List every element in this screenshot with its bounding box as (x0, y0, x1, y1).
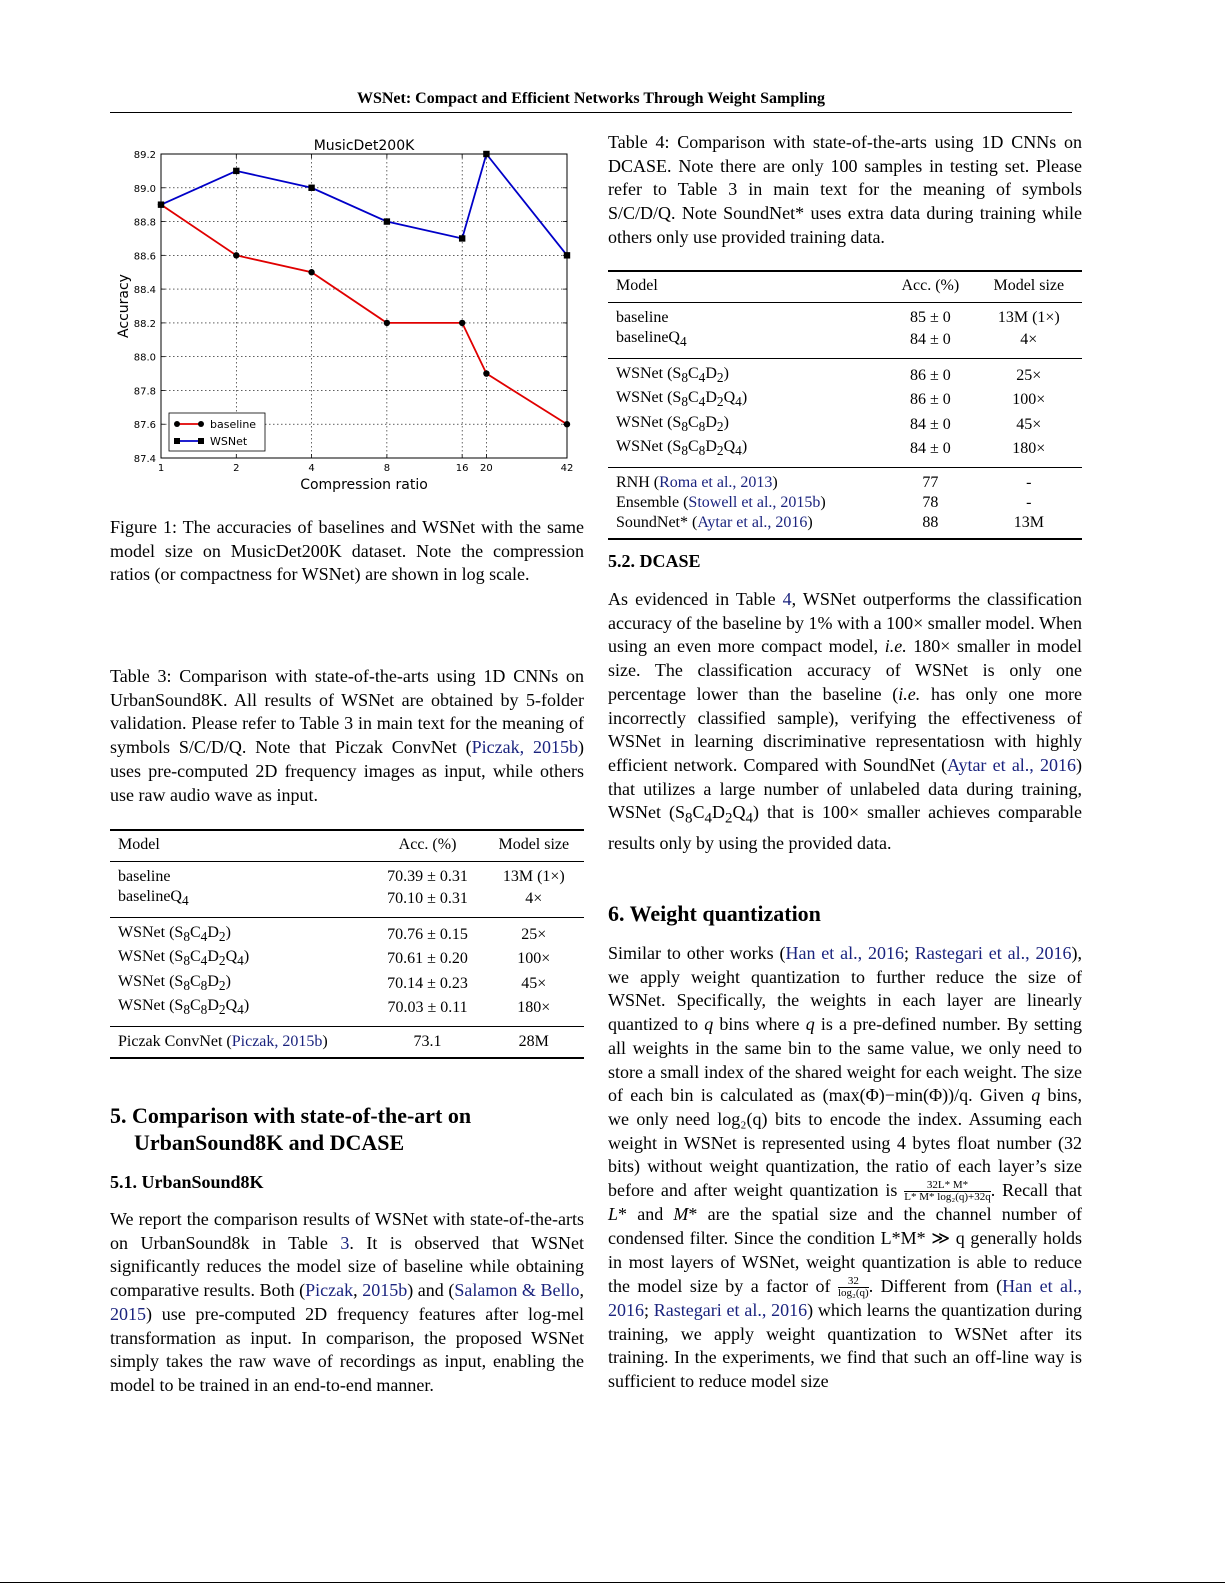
cell-model: WSNet $(S_8C_8D_2)$ (118, 972, 231, 993)
section-5-2-title: 5.2. DCASE (608, 551, 701, 571)
figure-caption-text: Figure 1: The accuracies of baselines and WSNet with the same model size on MusicDet200K dataset. Note the compression ratios (or compactness for WSNet) are shown in log scale. (110, 517, 584, 585)
cell-size: 45× (521, 974, 547, 992)
citation-aytar[interactable]: Aytar et al., 2016 (697, 513, 808, 531)
data-point-baseline (384, 320, 390, 326)
data-point-wsnet (158, 201, 164, 207)
y-tick-label: 89.2 (133, 150, 156, 161)
table-row (110, 918, 584, 948)
section-5-2-heading (608, 550, 1082, 574)
section-6-heading (608, 900, 1082, 927)
cell-acc: 70.61 ± 0.20 (387, 950, 468, 968)
section-6-body: Similar to other works (Han et al., 2016; Rastegari et al., 2016), we apply weight quantization to further reduce the size of WSNet. Specifically, the weights in each layer are linearly quantized to q bins where q is a pre-defined number. By setting all weights in the same bin to the same value, we only need to store a small index of the shared weight for each weight. The size of each bin is calculated as (max(Φ)−min(Φ))/q. Given q bins, we only need log₂(q) bits to encode the index. Assuming each weight in WSNet is represented using 4 bytes float number (32 bits) without weight quantization, the ratio of each layer’s size before and after weight quantization is $\frac{32L* M*}{\text{L* M* log₂(q)+32q}}$ . Recall that L* and M* are the spatial size and the channel number of condensed filter. Since the condition L*M* ≫ q generally holds in most layers of WSNet, weight quantization is able to reduce the model size by a factor of $\frac{32}{\text{log₂(q)}}$ . Different from (Han et al., 2016; Rastegari et al., 2016) which learns the quantization during training, we apply weight quantization to WSNet after its training. In the experiments, we find that such an off-line way is sufficient to reduce model size (608, 943, 1083, 1391)
section-5-1-body: We report the comparison results of WSNet with state-of-the-arts on UrbanSound8k in Table 3. It is observed that WSNet significantly reduces the model size of baseline while obtaining comparative results. Both (Piczak, 2015b) and (Salamon & Bello, 2015) use pre-computed 2D frequency features after log-mel transformation as input. In comparison, the proposed WSNet simply takes the raw wave of recordings as input, enabling the model to be trained in an end-to-end manner. (110, 1209, 584, 1395)
cell-model: RNH (Roma et al., 2013) (616, 473, 778, 491)
legend-marker (198, 421, 204, 427)
cell-size: 100× (517, 950, 551, 968)
cell-size: 13M (1×) (997, 309, 1060, 326)
table-row (608, 328, 1082, 359)
cell-acc: 78 (922, 493, 939, 511)
y-tick-label: 88.6 (133, 251, 156, 263)
cell-model: WSNet $(S_8C_4D_2)$ (616, 365, 729, 386)
citation-stowell[interactable]: Stowell et al., 2015b (688, 493, 821, 511)
formula-bin-size: (max(Φ)−min(Φ))/q (822, 1085, 969, 1106)
x-tick-label: 42 (560, 463, 574, 474)
x-tick-label: 4 (308, 463, 315, 474)
table-row (608, 388, 1082, 412)
data-point-baseline (564, 421, 570, 427)
table-row (110, 947, 584, 971)
data-point-wsnet (564, 252, 570, 258)
cell-acc: 84 ± 0 (909, 331, 951, 349)
musicdet-chart (110, 133, 584, 503)
x-tick-label: 8 (383, 463, 391, 474)
table-4-caption (608, 131, 1082, 250)
citation-han[interactable]: Han et al., 2016 (785, 943, 905, 963)
table-row (608, 513, 1082, 539)
cell-model: baseline (616, 309, 669, 326)
plot-frame (161, 154, 567, 458)
cell-size: 180× (517, 998, 551, 1016)
y-tick-label: 87.8 (133, 386, 156, 398)
table-row (110, 862, 584, 888)
data-point-wsnet (483, 151, 489, 157)
data-point-wsnet (459, 235, 465, 241)
section-5-1-title: 5.1. UrbanSound8K (110, 1172, 264, 1192)
cell-acc: 70.03 ± 0.11 (387, 998, 468, 1016)
data-point-wsnet (384, 218, 390, 224)
x-tick-label: 20 (480, 463, 493, 474)
cell-model: WSNet $(S_8C_8D_2Q_4)$ (616, 437, 748, 458)
table-row (110, 996, 584, 1027)
cell-acc: 84 ± 0 (909, 415, 951, 433)
section-5-heading (110, 1102, 584, 1156)
col-header-size: Model size (498, 836, 570, 853)
cell-size: 25× (521, 926, 547, 944)
x-axis-label: Compression ratio (300, 477, 428, 493)
cell-acc: 86 ± 0 (909, 367, 951, 385)
y-tick-label: 87.6 (133, 420, 156, 432)
y-tick-label: 88.8 (133, 217, 156, 229)
cell-size: 100× (1012, 391, 1046, 409)
running-head: WSNet: Compact and Efficient Networks Through Weight Sampling (356, 90, 826, 107)
col-header-acc: Acc. (%) (901, 277, 960, 294)
cell-size: 4× (1020, 331, 1038, 349)
cell-acc: 70.39 ± 0.31 (387, 868, 468, 885)
x-tick-label: 2 (233, 463, 240, 474)
cell-size: - (1026, 473, 1032, 491)
y-tick-label: 89.0 (133, 183, 156, 195)
col-header-model: Model (616, 277, 658, 294)
cell-acc: 84 ± 0 (909, 439, 951, 457)
section-5-1-heading (110, 1171, 584, 1195)
cell-size: - (1026, 493, 1032, 511)
section-5-title: 5. Comparison with state-of-the-art on (110, 1103, 472, 1128)
formula-condition: L*M* ≫ q (880, 1228, 965, 1249)
table-4-grid (608, 270, 1082, 540)
cell-model: WSNet $(S_8C_4D_2Q_4)$ (118, 948, 250, 969)
cell-size: 25× (1016, 367, 1042, 385)
table-4 (608, 270, 1082, 540)
y-axis-label: Accuracy (116, 274, 132, 338)
table-row (110, 1026, 584, 1058)
citation-salamon[interactable]: Salamon & Bello (454, 1280, 580, 1301)
y-tick-label: 88.0 (133, 352, 156, 364)
table3-caption-post: ) uses pre-computed 2D frequency images as input, while others use raw audio wave as input. (110, 737, 584, 805)
cell-model: WSNet $(S_8C_4D_2Q_4)$ (616, 389, 748, 410)
cell-acc: 77 (922, 473, 939, 491)
table-row (110, 972, 584, 996)
cell-model: baselineQ$_4$ (616, 329, 687, 350)
cell-model: Ensemble (Stowell et al., 2015b) (616, 493, 826, 511)
cell-acc: 70.76 ± 0.15 (387, 926, 468, 944)
formula-factor: $\frac{32}{\text{log₂(q)}}$ (838, 1274, 869, 1299)
cell-acc: 70.14 ± 0.23 (387, 974, 468, 992)
cell-size: 13M (1×) (502, 868, 565, 885)
citation-aytar[interactable]: Aytar et al., 2016 (947, 754, 1077, 775)
cell-model: baselineQ$_4$ (118, 888, 189, 909)
formula-log: log₂(q) (717, 1108, 768, 1129)
col-header-size: Model size (993, 277, 1065, 294)
x-tick-label: 1 (157, 463, 165, 474)
table3-caption-pre: Table 3: Comparison with state-of-the-arts using 1D CNNs on UrbanSound8K. All results of WSNet are obtained by 5-folder validation. Please refer to Table 3 in main text for the meaning of symbols S/C/D/Q. Note that Piczak ConvNet ( (110, 666, 584, 758)
cell-size: 28M (484, 1026, 584, 1058)
citation-rastegari[interactable]: Rastegari et al., 2016 (653, 1299, 808, 1320)
table-ref-3[interactable]: 3 (340, 1232, 350, 1253)
cell-model: SoundNet* (Aytar et al., 2016) (608, 513, 885, 539)
y-tick-label: 87.4 (133, 454, 156, 465)
cell-size: 13M (976, 513, 1082, 539)
col-header-acc: Acc. (%) (398, 836, 457, 853)
series-line-baseline (161, 205, 567, 425)
cell-model: WSNet $(S_8C_4D_2)$ (118, 924, 231, 945)
cell-size: 45× (1016, 415, 1042, 433)
data-point-baseline (483, 370, 489, 376)
table-row (608, 413, 1082, 437)
table4-caption-text: Table 4: Comparison with state-of-the-arts using 1D CNNs on DCASE. Note there are only 100 samples in testing set. Please refer to Table 3 in main text for the meaning of symbols S/C/D/Q. Note SoundNet* uses extra data during training while others only use provided training data. (608, 132, 1082, 247)
table-ref-4[interactable]: 4 (782, 589, 792, 609)
subscript: 4 (181, 893, 189, 909)
table-3 (110, 829, 584, 1059)
data-point-wsnet (233, 168, 239, 174)
cell-acc: 85 ± 0 (909, 309, 951, 326)
header-rule (110, 112, 1072, 113)
section-5-title-cont: UrbanSound8K and DCASE (134, 1130, 405, 1155)
citation-piczak[interactable]: Piczak (305, 1280, 354, 1301)
table-row (608, 493, 1082, 513)
citation-piczak[interactable]: Piczak, 2015b (471, 737, 578, 758)
data-point-baseline (233, 252, 239, 258)
cell-acc: 70.10 ± 0.31 (387, 890, 468, 908)
legend-marker (198, 438, 204, 444)
chart-title: MusicDet200K (313, 138, 415, 154)
cell-acc: 73.1 (371, 1026, 483, 1058)
cell-model: WSNet $(S_8C_8D_2Q_4)$ (118, 996, 250, 1017)
citation-salamon-year[interactable]: 2015 (110, 1303, 146, 1324)
section-5-2-body: As evidenced in Table 4, WSNet outperforms the classification accuracy of the baseline by 1% with a 100× smaller model. When using an even more compact model, i.e. 180× smaller in model size. The classification accuracy of WSNet is only one percentage lower than the baseline (i.e. has only one more incorrectly classified sample), verifying the effectiveness of WSNet in learning discriminative representatiosn with highly efficient network. Compared with SoundNet (Aytar et al., 2016) that utilizes a large number of unlabeled data during training, WSNet $(S_8C_4D_2Q_4)$ that is 100× smaller achieves comparable results only by using the provided data. (608, 589, 1083, 853)
legend-label: baseline (210, 418, 257, 431)
citation-roma[interactable]: Roma et al., 2013 (659, 473, 773, 491)
legend-marker (174, 438, 180, 444)
citation-piczak-year[interactable]: 2015b (362, 1280, 408, 1301)
cell-model: Piczak ConvNet (Piczak, 2015b) (110, 1026, 371, 1058)
data-point-baseline (308, 269, 314, 275)
table-3-caption (110, 665, 584, 807)
legend-label: WSNet (210, 435, 248, 448)
x-tick-label: 16 (455, 463, 469, 474)
table-row (608, 359, 1082, 389)
citation-han[interactable]: Han et al., 2016 (608, 1275, 1083, 1320)
data-point-baseline (459, 320, 465, 326)
legend-marker (174, 421, 180, 427)
cell-acc: 86 ± 0 (909, 391, 951, 409)
y-tick-label: 88.4 (133, 285, 156, 297)
cell-size: 180× (1012, 439, 1046, 457)
citation-rastegari[interactable]: Rastegari et al., 2016 (914, 943, 1072, 963)
table-row (608, 437, 1082, 468)
col-header-model: Model (118, 836, 160, 853)
figure-1-caption (110, 516, 584, 587)
table-row (608, 467, 1082, 493)
citation-piczak[interactable]: Piczak, 2015b (231, 1032, 323, 1050)
cell-model: WSNet $(S_8C_8D_2)$ (616, 413, 729, 434)
table-row (110, 887, 584, 918)
table-row (608, 303, 1082, 329)
series-line-wsnet (161, 154, 567, 255)
cell-acc: 88 (885, 513, 976, 539)
page-bottom-rule (0, 1582, 1225, 1583)
section-6-title: 6. Weight quantization (608, 901, 821, 926)
formula-ratio: $\frac{32L* M*}{\text{L* M* log₂(q)+32q}}$ (904, 1179, 991, 1204)
data-point-wsnet (308, 185, 314, 191)
table-3-grid (110, 829, 584, 1059)
cell-size: 4× (525, 890, 543, 908)
y-tick-label: 88.2 (133, 318, 156, 330)
cell-model: baseline (118, 868, 171, 885)
